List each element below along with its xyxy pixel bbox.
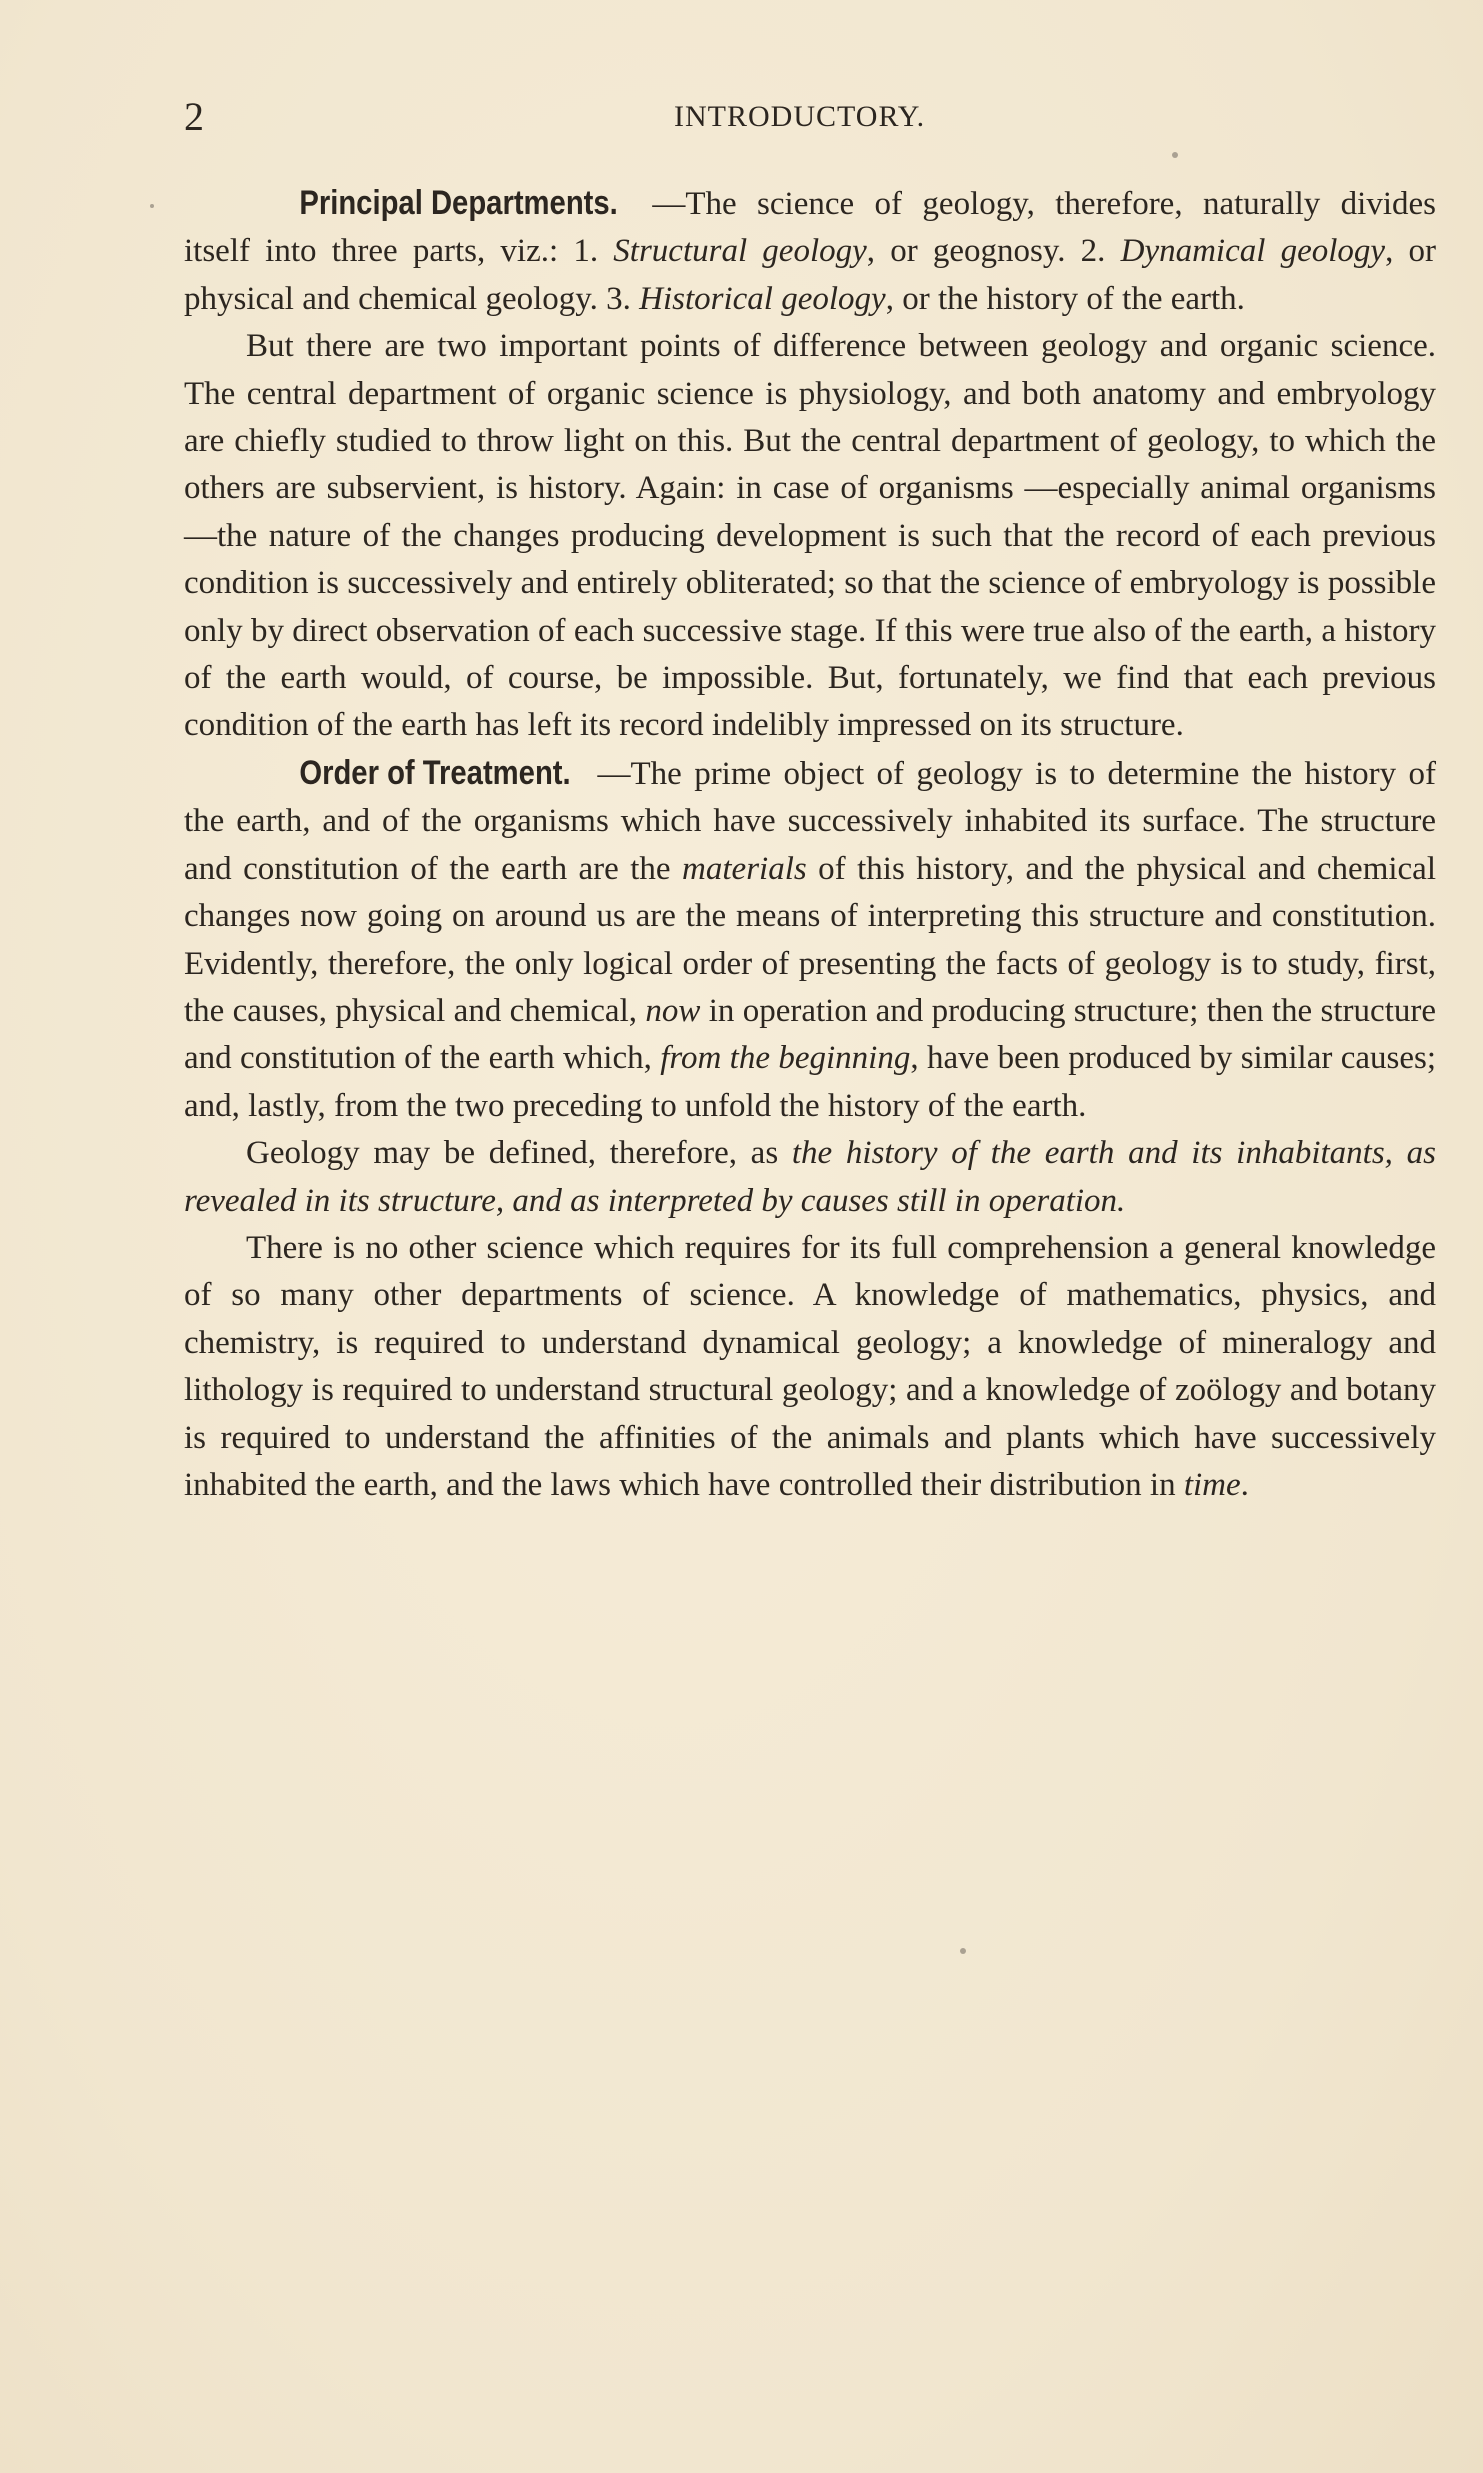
text-run: , or the history of the earth. (885, 280, 1245, 317)
paragraph (184, 1130, 1436, 1225)
section-heading: Order of Treatment. (299, 753, 571, 792)
italic-run: materials (682, 850, 807, 887)
text-run: of this history, and the physical and chemical changes now going on around us are the means of interpreting this structure and constitution. Evidently, therefore, the only logical order of presenting the facts of geology is to study, first, the causes, physical and chemical, (184, 850, 1436, 1029)
text-run: , or geognosy. 2. (866, 233, 1121, 270)
text-run: . (1240, 1466, 1249, 1503)
text-run: Geology may be defined, therefore, as (246, 1135, 792, 1172)
italic-run: time (1183, 1466, 1241, 1503)
paragraph (184, 323, 1436, 750)
text-run: in operation and producing structure; then the structure and constitution of the earth which, (184, 992, 1436, 1077)
paragraph (184, 1225, 1436, 1509)
text-run: —The science of geology, therefore, naturally divides itself into three parts, viz.: 1. (184, 186, 1436, 270)
italic-run: Historical geology (639, 280, 886, 317)
italic-run: Dynamical geology (1120, 233, 1386, 270)
italic-run: Structural geology (613, 233, 867, 270)
running-title: INTRODUCTORY. (674, 100, 926, 133)
paragraph (184, 180, 1436, 323)
italic-run: from the beginning (660, 1040, 911, 1077)
text-run: , have been produced by similar causes; and, lastly, from the two preceding to unfold the history of the earth. (184, 1040, 1436, 1124)
text-run: , or physical and chemical geology. 3. (184, 233, 1437, 317)
paragraph (184, 750, 1436, 1130)
text-run: —The prime object of geology is to determine the history of the earth, and of the organisms which have successively inhabited its surface. The structure and constitution of the earth are the (184, 755, 1436, 887)
page-number: 2 (184, 94, 204, 139)
paper-speck (1172, 152, 1178, 158)
paper-speck (960, 1948, 966, 1954)
text-run: There is no other science which requires for its full comprehension a general knowledge of so many other departments of science. A knowledge of mathematics, physics, and chemistry, is required to understand dynamical geology; a knowledge of mineralogy and lithology is required to understand structural geology; and a knowledge of zoölogy and botany is required to understand the affinities of the animals and plants which have successively inhabited the earth, and the laws which have controlled their distribution in (184, 1229, 1436, 1503)
italic-run: now (645, 992, 701, 1029)
paper-speck (150, 204, 154, 208)
section-heading: Principal Departments. (299, 184, 618, 222)
text-run: But there are two important points of difference between geology and organic science. The central department of organic science is physiology, and both anatomy and embryology are chiefly studied to throw light on this. But the central department of geology, to which the others are subservient, is history. Again: in case of organisms —especially animal organisms—the nature of the changes producing development is such that the record of each previous condition is successively and entirely obliterated; so that the science of embryology is possible only by direct observation of each successive stage. If this were true also of the earth, a history of the earth would, of course, be impossible. But, fortunately, we find that each previous condition of the earth has left its record indelibly impressed on its structure. (184, 328, 1436, 744)
running-head (184, 92, 1442, 142)
body-text (184, 180, 1436, 1509)
italic-run: the history of the earth and its inhabitants, as revealed in its structure, and as interpreted by causes still in operation. (184, 1135, 1436, 1219)
